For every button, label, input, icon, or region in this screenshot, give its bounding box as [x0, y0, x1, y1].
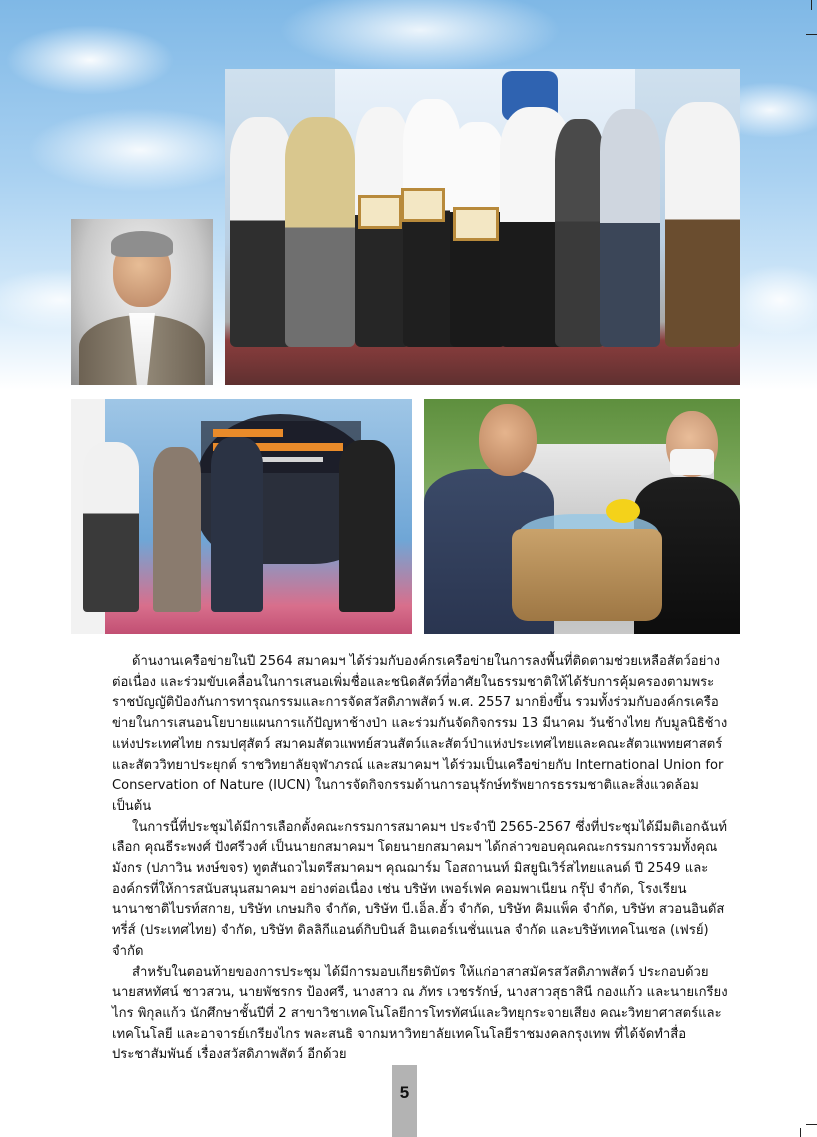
- donation-photo: [424, 399, 740, 634]
- group-person: [665, 102, 740, 347]
- group-person: [600, 109, 660, 347]
- portrait-photo: [71, 219, 213, 385]
- crop-mark-bottom-right: [800, 1128, 801, 1137]
- certificate: [401, 188, 445, 222]
- wildlife-forum-photo: [71, 399, 412, 634]
- crop-mark-right-upper: [806, 34, 817, 35]
- forum-person: [211, 437, 263, 612]
- article-body: [112, 652, 730, 1066]
- group-person: [555, 119, 605, 347]
- page-number: 5: [399, 1083, 410, 1102]
- portrait-hair: [111, 231, 173, 257]
- face-mask: [670, 449, 714, 475]
- banner-title-line: [213, 429, 283, 437]
- crop-mark-right-lower: [806, 1124, 817, 1125]
- certificate: [358, 195, 402, 229]
- page-number-tab: [392, 1065, 417, 1137]
- certificate: [453, 207, 499, 241]
- forum-person: [83, 442, 139, 612]
- group-person: [285, 117, 355, 347]
- donor-face: [479, 404, 537, 476]
- group-person: [230, 117, 292, 347]
- ribbon-bow: [606, 499, 640, 523]
- group-photo: [225, 69, 740, 385]
- paragraph-1: ด้านงานเครือข่ายในปี 2564 สมาคมฯ ได้ร่วมกับองค์กรเครือข่ายในการลงพื้นที่ติดตามช่วยเหลือสัตว์อย่างต่อเนื่อง และร่วมขับเคลื่อนในการเสนอเพิ่มชื่อและชนิดสัตว์ที่อาศัยในธรรมชาติให้ได้รับการคุ้มครองตามพระราชบัญญัติป้องกันการทารุณกรรมและการจัดสวัสดิภาพสัตว์ พ.ศ. 2557 มากยิ่งขึ้น รวมทั้งร่วมกับองค์กรเครือข่ายในการเสนอนโยบายแผนการแก้ปัญหาช้างป่า และร่วมกันจัดกิจกรรม 13 มีนาคม วันช้างไทย กับมูลนิธิช้างแห่งประเทศไทย กรมปศุสัตว์ สมาคมสัตวแพทย์สวนสัตว์และสัตว์ป่าแห่งประเทศไทยและคณะสัตวแพทยศาสตร์และสัตววิทยาประยุกต์ ราชวิทยาลัยจุฬาภรณ์ และสมาคมฯ ได้ร่วมเป็นเครือข่ายกับ International Union for Conservation of Nature (IUCN) ในการจัดกิจกรรมด้านการอนุรักษ์ทรัพยากรธรรมชาติและสิ่งแวดล้อม เป็นต้น: [112, 654, 728, 814]
- forum-person: [339, 440, 395, 612]
- crop-mark-top-right: [811, 0, 812, 10]
- paragraph-2: ในการนี้ที่ประชุมได้มีการเลือกตั้งคณะกรรมการสมาคมฯ ประจำปี 2565-2567 ซึ่งที่ประชุมได้มีมติเอกฉันท์เลือก คุณธีระพงศ์ ปังศรีวงศ์ เป็นนายกสมาคมฯ โดยนายกสมาคมฯ ได้กล่าวขอบคุณคณะกรรมการรวมทั้งคุณมังกร (ปภาวิน หงษ์ขจร) ทูตสันถวไมตรีสมาคมฯ คุณฌาร์ม โอสถานนท์ มิสยูนิเวิร์สไทยแลนด์ ปี 2549 และองค์กรที่ให้การสนับสนุนสมาคมฯ อย่างต่อเนื่อง เช่น บริษัท เพอร์เฟค คอมพาเนียน กรุ๊ป จำกัด, โรงเรียนนานาชาติไบรท์สกาย, บริษัท เกษมกิจ จำกัด, บริษัท บี.เอ็ล.ฮั้ว จำกัด, บริษัท คิมแพ็ค จำกัด, บริษัท สวอนอินดัสทรี่ส์ (ประเทศไทย) จำกัด, บริษัท ดิลลิกีแอนด์กิบบินส์ อินเตอร์เนชั่นแนล จำกัด และบริษัทเทคโนเซล (เฟรย์) จำกัด: [112, 819, 727, 959]
- paragraph-3: สำหรับในตอนท้ายของการประชุม ได้มีการมอบเกียรติบัตร ให้แก่อาสาสมัครสวัสดิภาพสัตว์ ประกอบด้วยนายสหทัศน์ ชาวสวน, นายพัชรกร ป้องศรี, นางสาว ณ ภัทร เวชรรักษ์, นางสาวสุธาสินี กองแก้ว และนายเกรียงไกร พิกุลแก้ว นักศึกษาชั้นปีที่ 2 สาขาวิชาเทคโนโลยีการโทรทัศน์และวิทยุกระจายเสียง คณะวิทยาศาสตร์และเทคโนโลยี และอาจารย์เกรียงไกร พละสนธิ จากมหาวิทยาลัยเทคโนโลยีราชมงคลกรุงเทพ ที่ได้จัดทำสื่อประชาสัมพันธ์ เรื่องสวัสดิภาพสัตว์ อีกด้วย: [112, 964, 728, 1063]
- forum-person: [153, 447, 201, 612]
- gift-basket: [512, 529, 662, 621]
